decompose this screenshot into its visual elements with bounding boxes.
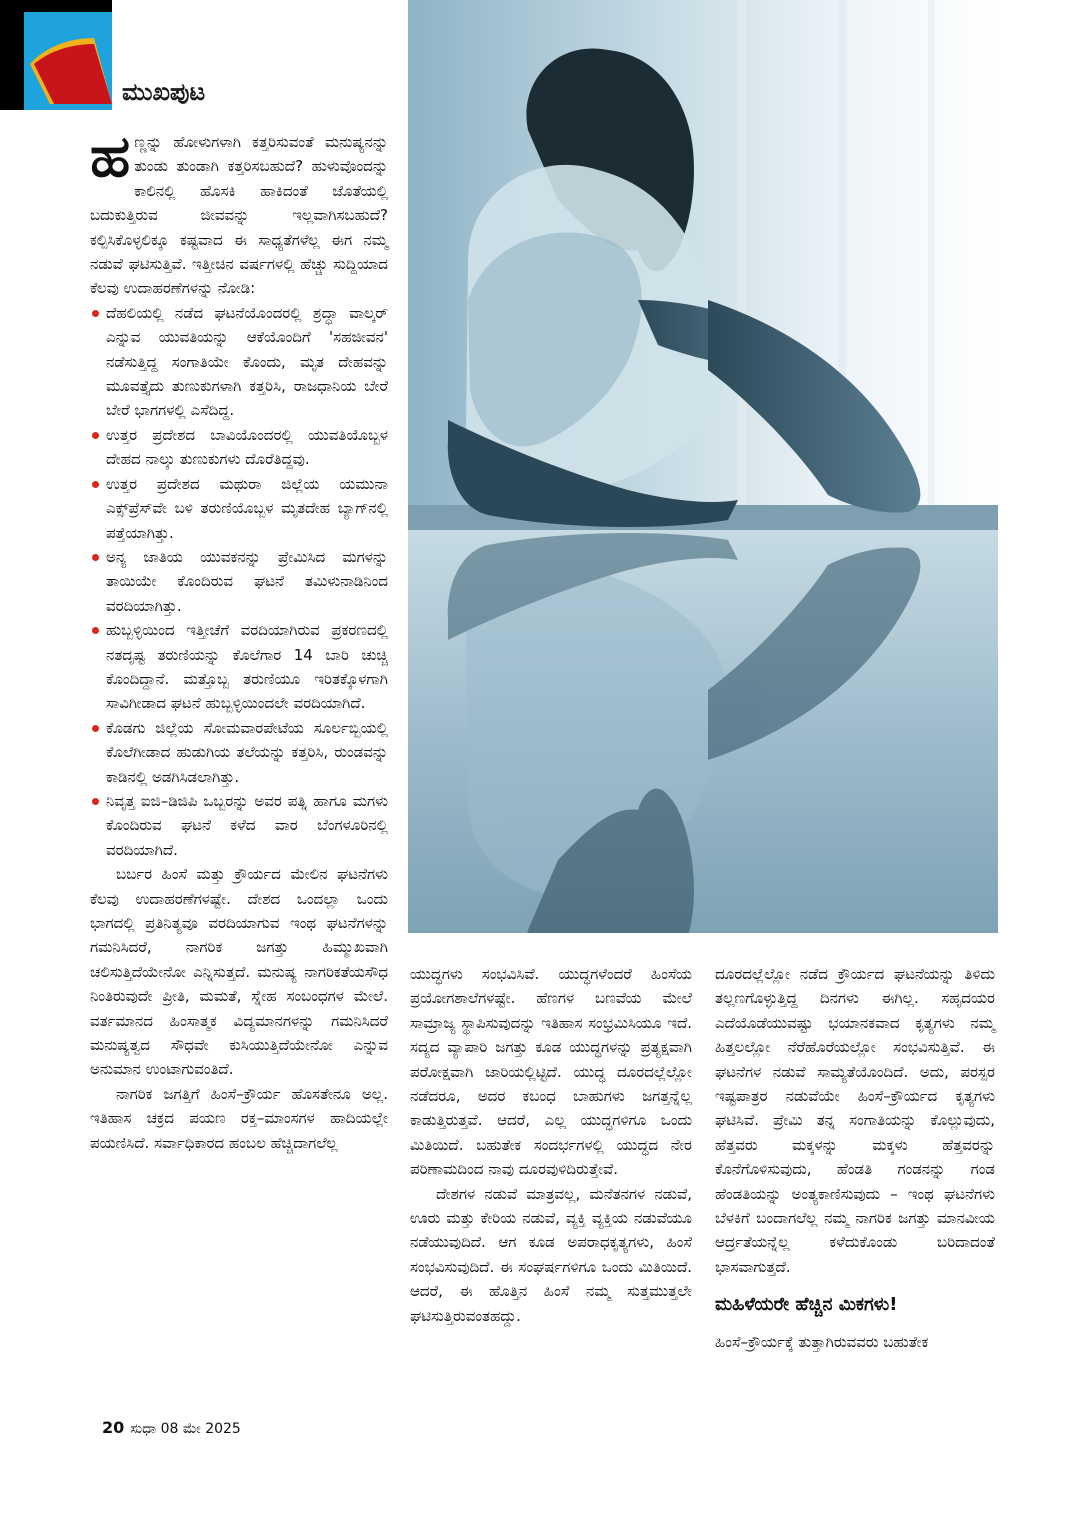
list-item: ಕೊಡಗು ಜಿಲ್ಲೆಯ ಸೋಮವಾರಪೇಟೆಯ ಸೂರ್ಲಬ್ಬಿಯಲ್ಲಿ ಕೊಲೆಗೀಡಾದ ಹುಡುಗಿಯ ತಲೆಯನ್ನು ಕತ್ತರಿಸಿ, ರುಂಡವನ್ನು ಕಾಡಿನಲ್ಲಿ ಅಡಗಿಸಿಡಲಾಗಿತ್ತು. bbox=[90, 716, 388, 789]
body-paragraph: ಬರ್ಬರ ಹಿಂಸೆ ಮತ್ತು ಕ್ರೌರ್ಯದ ಮೇಲಿನ ಘಟನೆಗಳು ಕೆಲವು ಉದಾಹರಣೆಗಳಷ್ಟೇ. ದೇಶದ ಒಂದಲ್ಲಾ ಒಂದು ಭಾಗದಲ್ಲಿ ಪ್ರತಿನಿತ್ಯವೂ ವರದಿಯಾಗುವ ಇಂಥ ಘಟನೆಗಳನ್ನು ಗಮನಿಸಿದರೆ, ನಾಗರಿಕ ಜಗತ್ತು ಹಿಮ್ಮುಖವಾಗಿ ಚಲಿಸುತ್ತಿದೆಯೇನೋ ಎನ್ನಿಸುತ್ತದೆ. ಮನುಷ್ಯ ನಾಗರಿಕತೆಯಸೌಧ ನಿಂತಿರುವುದೇ ಪ್ರೀತಿ, ಮಮತೆ, ಸ್ನೇಹ ಸಂಬಂಧಗಳ ಮೇಲೆ. ವರ್ತಮಾನದ ಹಿಂಸಾತ್ಮಕ ವಿದ್ಯಮಾನಗಳನ್ನು ಗಮನಿಸಿದರೆ ಮನುಷ್ಯತ್ವದ ಸೌಧವೇ ಕುಸಿಯುತ್ತಿದೆಯೇನೋ ಎನ್ನುವ ಅನುಮಾನ ಉಂಟಾಗುವಂತಿದೆ. bbox=[90, 865, 388, 1079]
page-footer bbox=[102, 1418, 241, 1437]
examples-list bbox=[90, 301, 388, 862]
body-paragraph: ಯುದ್ಧಗಳು ಸಂಭವಿಸಿವೆ. ಯುದ್ಧಗಳೆಂದರೆ ಹಿಂಸೆಯ ಪ್ರಯೋಗಶಾಲೆಗಳಷ್ಟೇ. ಹೆಣಗಳ ಬಣವೆಯ ಮೇಲೆ ಸಾಮ್ರಾಜ್ಯ ಸ್ಥಾಪಿಸುವುದನ್ನು ಇತಿಹಾಸ ಸಂಭ್ರಮಿಸಿಯೂ ಇದೆ. ಸದ್ಯದ ವ್ಯಾಪಾರಿ ಜಗತ್ತು ಕೂಡ ಯುದ್ಧಗಳನ್ನು ಪ್ರತ್ಯಕ್ಷವಾಗಿ ಪರೋಕ್ಷವಾಗಿ ಜಾರಿಯಲ್ಲಿಟ್ಟಿದೆ. ಯುದ್ಧ ದೂರದಲ್ಲೆಲ್ಲೋ ನಡೆದರೂ, ಅದರ ಕಬಂಧ ಬಾಹುಗಳು ಜಗತ್ತನ್ನೆಲ್ಲ ಕಾಡುತ್ತಿರುತ್ತವೆ. ಆದರೆ, ಎಲ್ಲ ಯುದ್ಧಗಳಿಗೂ ಒಂದು ಮಿತಿಯಿದೆ. ಬಹುತೇಕ ಸಂದರ್ಭಗಳಲ್ಲಿ ಯುದ್ಧದ ನೇರ ಪರಿಣಾಮದಿಂದ ನಾವು ದೂರವುಳಿದಿರುತ್ತೇವೆ. bbox=[410, 965, 692, 1179]
article-column-2 bbox=[410, 962, 692, 1328]
drop-cap: ಹ bbox=[90, 122, 131, 190]
section-label: ಮುಖಪುಟ bbox=[122, 78, 206, 106]
body-paragraph: ದೂರದಲ್ಲೆಲ್ಲೋ ನಡೆದ ಕ್ರೌರ್ಯದ ಘಟನೆಯನ್ನು ತಿಳಿದು ತಲ್ಲಣಗೊಳ್ಳುತ್ತಿದ್ದ ದಿನಗಳು ಈಗಿಲ್ಲ. ಸಹೃದಯರ ಎದೆಯೊಡೆಯುವಷ್ಟು ಭಯಾನಕವಾದ ಕೃತ್ಯಗಳು ನಮ್ಮ ಹಿತ್ತಲಲ್ಲೋ ನೆರೆಹೊರೆಯಲ್ಲೋ ಸಂಭವಿಸುತ್ತಿವೆ. ಈ ಘಟನೆಗಳ ನಡುವೆ ಸಾಮ್ಯತೆಯೊಂದಿದೆ. ಅದು, ಪರಸ್ಪರ ಇಷ್ಟಪಾತ್ರರ ನಡುವೆಯೇ ಹಿಂಸೆ–ಕ್ರೌರ್ಯದ ಕೃತ್ಯಗಳು ಘಟಿಸಿವೆ. ಪ್ರೇಮಿ ತನ್ನ ಸಂಗಾತಿಯನ್ನು ಕೊಲ್ಲುವುದು, ಹೆತ್ತವರು ಮಕ್ಕಳನ್ನು ಮಕ್ಕಳು ಹೆತ್ತವರನ್ನು ಕೊನೆಗೊಳಿಸುವುದು, ಹೆಂಡತಿ ಗಂಡನನ್ನು ಗಂಡ ಹೆಂಡತಿಯನ್ನು ಅಂತ್ಯಕಾಣಿಸುವುದು – ಇಂಥ ಘಟನೆಗಳು ಬೆಳಕಿಗೆ ಬಂದಾಗಲೆಲ್ಲ ನಮ್ಮ ನಾಗರಿಕ ಜಗತ್ತು ಮಾನವೀಯ ಆರ್ದ್ರತೆಯನ್ನೆಲ್ಲ ಕಳೆದುಕೊಂಡು ಬರಿದಾದಂತೆ ಭಾಸವಾಗುತ್ತದೆ. bbox=[715, 965, 995, 1276]
list-item: ಉತ್ತರ ಪ್ರದೇಶದ ಮಥುರಾ ಜಿಲ್ಲೆಯ ಯಮುನಾ ಎಕ್ಸ್‌ಪ್ರೆಸ್‌ವೇ ಬಳಿ ತರುಣಿಯೊಬ್ಬಳ ಮೃತದೇಹ ಬ್ಯಾಗ್‌ನಲ್ಲಿ ಪತ್ತೆಯಾಗಿತ್ತು. bbox=[90, 472, 388, 545]
list-item: ದೆಹಲಿಯಲ್ಲಿ ನಡೆದ ಘಟನೆಯೊಂದರಲ್ಲಿ ಶ್ರದ್ಧಾ ವಾಲ್ಕರ್ ಎನ್ನುವ ಯುವತಿಯನ್ನು ಆಕೆಯೊಂದಿಗೆ 'ಸಹಜೀವನ' ನಡೆಸುತ್ತಿದ್ದ ಸಂಗಾತಿಯೇ ಕೊಂದು, ಮೃತ ದೇಹವನ್ನು ಮೂವತ್ತೈದು ತುಣುಕುಗಳಾಗಿ ಕತ್ತರಿಸಿ, ರಾಜಧಾನಿಯ ಬೇರೆ ಬೇರೆ ಭಾಗಗಳಲ್ಲಿ ಎಸೆದಿದ್ದ. bbox=[90, 301, 388, 423]
body-paragraph: ದೇಶಗಳ ನಡುವೆ ಮಾತ್ರವಲ್ಲ, ಮನೆತನಗಳ ನಡುವೆ, ಊರು ಮತ್ತು ಕೇರಿಯ ನಡುವೆ, ವ್ಯಕ್ತಿ ವ್ಯಕ್ತಿಯ ನಡುವೆಯೂ ನಡೆಯುವುದಿದೆ. ಆಗ ಕೂಡ ಅಪರಾಧಕೃತ್ಯಗಳು, ಹಿಂಸೆ ಸಂಭವಿಸುವುದಿದೆ. ಈ ಸಂಘರ್ಷಗಳಿಗೂ ಒಂದು ಮಿತಿಯಿದೆ. ಆದರೆ, ಈ ಹೊತ್ತಿನ ಹಿಂಸೆ ನಮ್ಮ ಸುತ್ತಮುತ್ತಲೇ ಘಟಿಸುತ್ತಿರುವಂತಹದ್ದು. bbox=[410, 1184, 692, 1325]
hero-image bbox=[408, 0, 998, 933]
hero-photo bbox=[408, 0, 998, 933]
intro-text: ಣ್ಣನ್ನು ಹೋಳುಗಳಾಗಿ ಕತ್ತರಿಸುವಂತೆ ಮನುಷ್ಯನನ್ನು ತುಂಡು ತುಂಡಾಗಿ ಕತ್ತರಿಸಬಹುದೆ? ಹುಳುವೊಂದನ್ನು ಕಾಲಿನಲ್ಲಿ ಹೊಸಕಿ ಹಾಕಿದಂತೆ ಜೊತೆಯಲ್ಲಿ ಬದುಕುತ್ತಿರುವ ಜೀವವನ್ನು ಇಲ್ಲವಾಗಿಸಬಹುದೆ? ಕಲ್ಪಿಸಿಕೊಳ್ಳಲಿಕ್ಕೂ ಕಷ್ಟವಾದ ಈ ಸಾಧ್ಯತೆಗಳೆಲ್ಲ ಈಗ ನಮ್ಮ ನಡುವೆ ಘಟಿಸುತ್ತಿವೆ. ಇತ್ತೀಚಿನ ವರ್ಷಗಳಲ್ಲಿ ಹೆಚ್ಚು ಸುದ್ದಿಯಾದ ಕೆಲವು ಉದಾಹರಣೆಗಳನ್ನು ನೋಡಿ: bbox=[90, 133, 388, 298]
subheading: ಮಹಿಳೆಯರೇ ಹೆಚ್ಚಿನ ಮಿಕಗಳು! bbox=[715, 1294, 898, 1316]
book-icon bbox=[24, 12, 112, 110]
list-item: ಅನ್ಯ ಜಾತಿಯ ಯುವಕನನ್ನು ಪ್ರೇಮಿಸಿದ ಮಗಳನ್ನು ತಾಯಿಯೇ ಕೊಂದಿರುವ ಘಟನೆ ತಮಿಳುನಾಡಿನಿಂದ ವರದಿಯಾಗಿತ್ತು. bbox=[90, 545, 388, 618]
list-item: ಉತ್ತರ ಪ್ರದೇಶದ ಬಾವಿಯೊಂದರಲ್ಲಿ ಯುವತಿಯೊಬ್ಬಳ ದೇಹದ ನಾಲ್ಕು ತುಣುಕುಗಳು ದೊರೆತಿದ್ದವು. bbox=[90, 423, 388, 472]
article-column-1 bbox=[90, 122, 388, 1155]
body-paragraph: ಹಿಂಸೆ–ಕ್ರೌರ್ಯಕ್ಕೆ ತುತ್ತಾಗಿರುವವರು ಬಹುತೇಕ bbox=[715, 1332, 929, 1351]
magazine-logo bbox=[0, 0, 112, 110]
intro-paragraph bbox=[90, 122, 388, 301]
page-number: 20 bbox=[102, 1418, 125, 1437]
article-column-3 bbox=[715, 962, 995, 1354]
list-item: ನಿವೃತ್ತ ಐಜಿ–ಡಿಜಿಪಿ ಒಬ್ಬರನ್ನು ಅವರ ಪತ್ನಿ ಹಾಗೂ ಮಗಳು ಕೊಂದಿರುವ ಘಟನೆ ಕಳೆದ ವಾರ ಬೆಂಗಳೂರಿನಲ್ಲಿ ವರದಿಯಾಗಿದೆ. bbox=[90, 789, 388, 862]
magazine-issue: ಸುಧಾ 08 ಮೇ 2025 bbox=[130, 1421, 241, 1437]
list-item: ಹುಬ್ಬಳ್ಳಿಯಿಂದ ಇತ್ತೀಚೆಗೆ ವರದಿಯಾಗಿರುವ ಪ್ರಕರಣದಲ್ಲಿ ನತದೃಷ್ಟ ತರುಣಿಯನ್ನು ಕೊಲೆಗಾರ 14 ಬಾರಿ ಚುಚ್ಚಿ ಕೊಂದಿದ್ದಾನೆ. ಮತ್ತೊಬ್ಬ ತರುಣಿಯೂ ಇರಿತಕ್ಕೊಳಗಾಗಿ ಸಾವಿಗೀಡಾದ ಘಟನೆ ಹುಬ್ಬಳ್ಳಿಯಿಂದಲೇ ವರದಿಯಾಗಿದೆ. bbox=[90, 618, 388, 716]
body-paragraph: ನಾಗರಿಕ ಜಗತ್ತಿಗೆ ಹಿಂಸೆ–ಕ್ರೌರ್ಯ ಹೊಸತೇನೂ ಅಲ್ಲ. ಇತಿಹಾಸ ಚಕ್ರದ ಪಯಣ ರಕ್ತ–ಮಾಂಸಗಳ ಹಾದಿಯಲ್ಲೇ ಪಯಣಿಸಿದೆ. ಸರ್ವಾಧಿಕಾರದ ಹಂಬಲ ಹೆಚ್ಚಿದಾಗಲೆಲ್ಲ bbox=[90, 1084, 388, 1152]
